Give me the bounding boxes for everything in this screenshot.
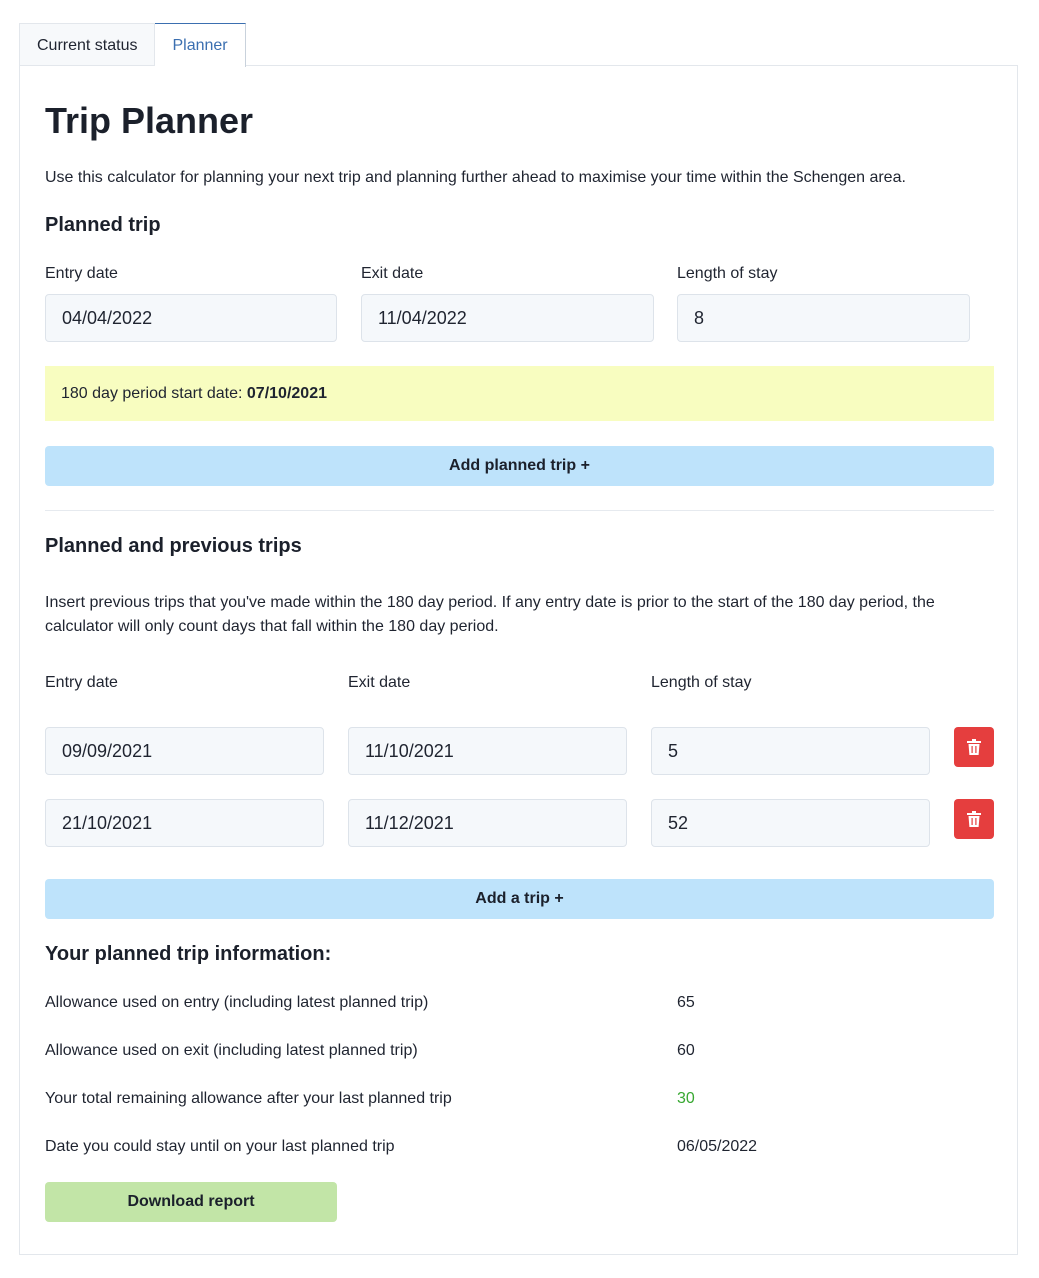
planner-panel: [19, 65, 1018, 1255]
period-start-notice: [45, 366, 994, 421]
info-value-remaining: 30: [677, 1090, 695, 1107]
length-of-stay-label: Length of stay: [677, 265, 778, 282]
planned-exit-date-input[interactable]: 11/04/2022: [361, 294, 654, 342]
tab-planner[interactable]: Planner: [155, 23, 245, 67]
info-label-entry: Allowance used on entry (including latest planned trip): [45, 994, 429, 1011]
previous-exit-date-label: Exit date: [348, 674, 411, 691]
trash-icon: [967, 811, 981, 827]
previous-trips-description: Insert previous trips that you've made within the 180 day period. If any entry date is prior to the start of the 180 day period, the calculator will only count days that fall within the 180 day period.: [45, 594, 935, 635]
intro-text: Use this calculator for planning your next trip and planning further ahead to maximise your time within the Schengen area.: [45, 169, 906, 186]
trip-2-exit-input[interactable]: 11/12/2021: [348, 799, 627, 847]
info-value-stay-until: 06/05/2022: [677, 1138, 758, 1155]
trip-2-entry-input[interactable]: 21/10/2021: [45, 799, 324, 847]
delete-trip-1-button[interactable]: [954, 727, 994, 767]
download-report-button[interactable]: Download report: [45, 1182, 337, 1222]
delete-trip-2-button[interactable]: [954, 799, 994, 839]
planned-length-input[interactable]: 8: [677, 294, 970, 342]
info-value-entry: 65: [677, 994, 695, 1011]
info-label-stay-until: Date you could stay until on your last planned trip: [45, 1138, 395, 1155]
info-label-exit: Allowance used on exit (including latest planned trip): [45, 1042, 418, 1059]
info-label-remaining: Your total remaining allowance after your last planned trip: [45, 1090, 452, 1107]
page-title: Trip Planner: [45, 100, 254, 141]
info-value-exit: 60: [677, 1042, 695, 1059]
planned-trip-heading: Planned trip: [45, 214, 161, 236]
section-divider: [45, 510, 994, 511]
add-planned-trip-button[interactable]: Add planned trip +: [45, 446, 994, 486]
trash-icon: [967, 739, 981, 755]
info-heading: Your planned trip information:: [45, 943, 332, 965]
trip-2-length-input[interactable]: 52: [651, 799, 930, 847]
tab-current-status[interactable]: Current status: [19, 23, 155, 66]
period-start-label: 180 day period start date:: [61, 385, 243, 402]
previous-length-label: Length of stay: [651, 674, 752, 691]
add-trip-button[interactable]: Add a trip +: [45, 879, 994, 919]
exit-date-label: Exit date: [361, 265, 424, 282]
trip-1-length-input[interactable]: 5: [651, 727, 930, 775]
entry-date-label: Entry date: [45, 265, 118, 282]
trip-1-entry-input[interactable]: 09/09/2021: [45, 727, 324, 775]
tab-bar: [19, 23, 246, 66]
period-start-value: 07/10/2021: [246, 385, 327, 402]
previous-entry-date-label: Entry date: [45, 674, 118, 691]
previous-trips-heading: Planned and previous trips: [45, 535, 302, 557]
planned-entry-date-input[interactable]: 04/04/2022: [45, 294, 337, 342]
trip-1-exit-input[interactable]: 11/10/2021: [348, 727, 627, 775]
